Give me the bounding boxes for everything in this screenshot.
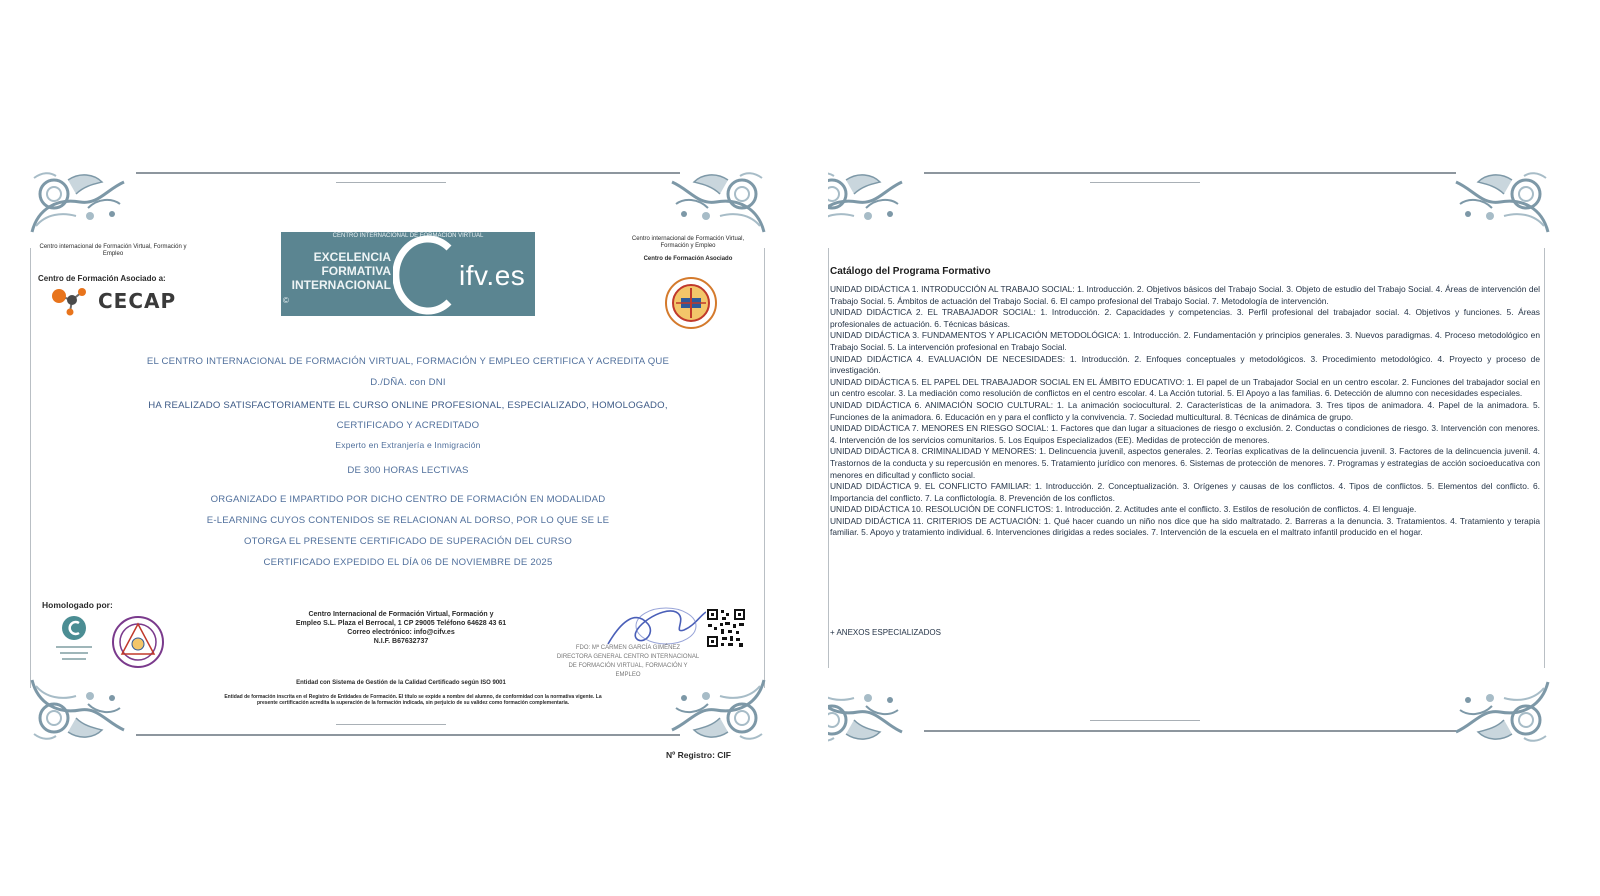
ornament-corner-icon: [28, 168, 128, 238]
cert-line-4: CERTIFICADO Y ACREDITADO: [336, 420, 480, 431]
signature-line: EMPLEO: [615, 672, 641, 678]
signature-line: FDO: Mª CARMEN GARCÍA GIMÉNEZ: [575, 645, 681, 651]
contact-line: Centro Internacional de Formación Virtual, Formación y: [308, 611, 494, 618]
catalog-unit: UNIDAD DIDÁCTICA 2. EL TRABAJADOR SOCIAL: 1. Introducción. 2. Capacidades y competencias. 3. Perfil profesional del trabajador social. 4. Objetivos y funciones. 5. Áreas profesionales de actuación. 6. Técnicas básicas.: [830, 307, 1540, 329]
legal-text: Entidad de formación inscrita en el Registro de Entidades de Formación. El título se expide a nombre del alumno, de conformidad con la normativa vigente. La presente certificación acredita la superación de la formación indicada, sin perjuicio de su validez como formación complementaria.: [224, 694, 602, 707]
banner-internacional: INTERNACIONAL: [291, 278, 391, 292]
catalog-unit: UNIDAD DIDÁCTICA 9. EL CONFLICTO FAMILIAR: 1. Introducción. 2. Conceptualización. 3. Orígenes y causas de los conflictos. 4. Tipos de conflictos. 5. Elementos del conflicto. 6. Importancia del conflicto. 7. La conflictología. 8. Prevención de los conflictos.: [830, 481, 1540, 503]
banner-top-text: CENTRO INTERNACIONAL DE FORMACIÓN VIRTUAL: [332, 233, 484, 239]
seal-icon: [664, 276, 718, 330]
certificate-front: [28, 168, 788, 768]
cert-line-2: D./DÑA. con DNI: [370, 377, 446, 388]
catalog-unit: UNIDAD DIDÁCTICA 1. INTRODUCCIÓN AL TRABAJO SOCIAL: 1. Introducción. 2. Objetivos básicos del Trabajo Social. 3. Objeto de estudio del Trabajo Social. 4. Áreas de intervención del Trabajo Social. 5. Ámbitos de actuación del Trabajo Social. 6. El campo profesional del Trabajo Social. 7. Metodología de intervención.: [830, 284, 1540, 306]
right-border: [764, 248, 765, 688]
banner-formativa: FORMATIVA: [321, 264, 391, 278]
cifv-banner-logo: [281, 232, 535, 316]
bottom-border-short: [1090, 720, 1200, 721]
centro-left-label: Centro internacional de Formación Virtual, Formación y Empleo: [39, 244, 187, 257]
homologation-c-icon: [52, 614, 96, 672]
ornament-corner-icon: [1452, 168, 1552, 238]
ornament-corner-icon: [828, 676, 906, 746]
cert-line-9: OTORGA EL PRESENTE CERTIFICADO DE SUPERACIÓN DEL CURSO: [244, 536, 572, 547]
signature-line: DIRECTORA GENERAL CENTRO INTERNACIONAL: [556, 654, 700, 660]
cecap-logo: [50, 286, 176, 316]
cert-line-8: E-LEARNING CUYOS CONTENIDOS SE RELACIONAN AL DORSO, POR LO QUE SE LE: [206, 515, 610, 526]
homologation-seal-icon: [110, 614, 166, 670]
catalog-title: Catálogo del Programa Formativo: [830, 266, 991, 277]
contact-block: [248, 610, 554, 646]
cecap-logo-text: CECAP: [98, 289, 177, 313]
homologado-label: Homologado por:: [42, 600, 113, 610]
catalog-unit: UNIDAD DIDÁCTICA 5. EL PAPEL DEL TRABAJADOR SOCIAL EN EL ÁMBITO EDUCATIVO: 1. El papel de un Trabajador Social en un centro escolar. 2. Funciones del trabajador social en un centro escolar. 3. La mediación como resolución de conflictos en el centro escolar. 4. La Acción tutorial. 5. El Apoyo a las familias. 6. Detección de alumno con necesidades especiales.: [830, 376, 1540, 399]
cert-course-name: Experto en Extranjería e Inmigración: [335, 440, 481, 450]
catalog-unit: UNIDAD DIDÁCTICA 4. EVALUACIÓN DE NECESIDADES: 1. Introducción. 2. Enfoques conceptuales y metodológicos. 3. Procedimiento metodológico. 4. Proyecto y proceso de investigación.: [830, 353, 1540, 376]
cert-line-3: HA REALIZADO SATISFACTORIAMENTE EL CURSO ONLINE PROFESIONAL, ESPECIALIZADO, HOMOLOGADO,: [148, 400, 668, 411]
ornament-corner-icon: [668, 674, 768, 744]
top-border-short: [1090, 182, 1200, 183]
catalog-unit: UNIDAD DIDÁCTICA 10. RESOLUCIÓN DE CONFLICTOS: 1. Introducción. 2. Actitudes ante el conflicto. 3. Estilos de resolución de conflictos. 4. El lenguaje.: [830, 504, 1417, 515]
signature-text: [554, 644, 702, 680]
qr-code-icon: [706, 608, 746, 648]
bottom-border: [136, 734, 680, 736]
top-border: [136, 172, 680, 174]
ornament-corner-icon: [668, 168, 768, 238]
banner-copyright: ©: [283, 296, 289, 305]
bottom-border: [924, 730, 1456, 732]
catalog-unit: UNIDAD DIDÁCTICA 8. CRIMINALIDAD Y MENORES: 1. Delincuencia juvenil, aspectos generales. 2. Teorías explicativas de la delincuencia juvenil. 3. Factores de la delincuencia juvenil. 4. Trastornos de la conducta y su repercusión en menores. 5. Tratamiento jurídico con menores. 6. Sistemas de protección de menores. 7. Programas y estrategias de acción socioeducativa con menores en dificultad y conflicto social.: [830, 446, 1540, 480]
contact-line: Empleo S.L. Plaza el Berrocal, 1 CP 29005 Teléfono 64628 43 61: [295, 620, 507, 627]
left-border: [30, 248, 31, 688]
centro-right-sub: Centro de Formación Asociado: [643, 256, 733, 262]
banner-logo-text: ifv.es: [459, 260, 526, 291]
anexos-link: + ANEXOS ESPECIALIZADOS: [830, 628, 941, 637]
contact-line: Correo electrónico: info@cifv.es: [347, 629, 455, 636]
bottom-border-short: [336, 724, 446, 725]
ornament-corner-icon: [828, 168, 906, 238]
top-border: [924, 172, 1456, 174]
certificate-back: [828, 168, 1572, 756]
cert-line-7: ORGANIZADO E IMPARTIDO POR DICHO CENTRO DE FORMACIÓN EN MODALIDAD: [210, 494, 606, 505]
cecap-molecule-icon: [50, 286, 92, 316]
ornament-corner-icon: [28, 674, 128, 744]
top-border-short: [336, 182, 446, 183]
left-border: [828, 248, 829, 668]
contact-line: N.I.F. B67632737: [373, 638, 429, 645]
banner-excelencia-text: [283, 250, 391, 292]
catalog-unit: UNIDAD DIDÁCTICA 3. FUNDAMENTOS Y APLICACIÓN METODOLÓGICA: 1. Introducción. 2. Fundamentación y principios generales. 3. Nuevos paradigmas. 4. Proceso metodológico en Trabajo Social. 5. La intervención profesional en Trabajo Social.: [830, 330, 1540, 352]
centro-right-label: Centro internacional de Formación Virtual, Formación y Empleo: [631, 236, 745, 249]
catalog-unit: UNIDAD DIDÁCTICA 6. ANIMACIÓN SOCIO CULTURAL: 1. La animación sociocultural. 2. Características de la animadora. 3. Tres tipos de animadora. 4. Papel de la animadora. 5. Funciones de la animadora. 6. Educación en y para el conflicto y la convivencia. 7. Sociedad multicultural. 8. Técnicas de dinámica de grupo.: [830, 399, 1540, 422]
cert-hours: DE 300 HORAS LECTIVAS: [347, 465, 469, 476]
cert-line-1: EL CENTRO INTERNACIONAL DE FORMACIÓN VIRTUAL, FORMACIÓN Y EMPLEO CERTIFICA Y ACREDITA QUE: [146, 356, 670, 367]
centro-asociado-label: Centro de Formación Asociado a:: [38, 274, 166, 283]
cert-date: CERTIFICADO EXPEDIDO EL DÍA 06 DE NOVIEMBRE DE 2025: [263, 557, 553, 568]
signature-line: DE FORMACIÓN VIRTUAL, FORMACIÓN Y: [568, 663, 688, 669]
registro-number: Nº Registro: CIF: [666, 750, 731, 760]
ornament-corner-icon: [1452, 676, 1552, 746]
catalog-unit: UNIDAD DIDÁCTICA 7. MENORES EN RIESGO SOCIAL: 1. Factores que dan lugar a situaciones de riesgo o exclusión. 2. Conductas o condiciones de riesgo. 3. Intervención con menores. 4. Intervención de los servicios comunitarios. 5. Los Equipos Especializados (EE). Medidas de protección de menores.: [830, 423, 1540, 445]
banner-excelencia: EXCELENCIA: [313, 250, 391, 264]
cifv-c-icon: [393, 232, 457, 316]
iso-entidad-text: Entidad con Sistema de Gestión de la Calidad Certificado según ISO 9001: [296, 680, 506, 686]
right-border: [1544, 248, 1545, 668]
catalog-body: [830, 284, 1540, 539]
catalog-unit: UNIDAD DIDÁCTICA 11. CRITERIOS DE ACTUACIÓN: 1. Qué hacer cuando un niño nos dice que ha sido maltratado. 2. Barreras a la denuncia. 3. Tratamientos. 4. Tratamiento y terapia familiar. 5. Apoyo y tratamiento individual. 6. Intervenciones dirigidas a redes sociales. 7. Intervención de la escuela en el maltrato infantil producido en el hogar.: [830, 515, 1540, 538]
